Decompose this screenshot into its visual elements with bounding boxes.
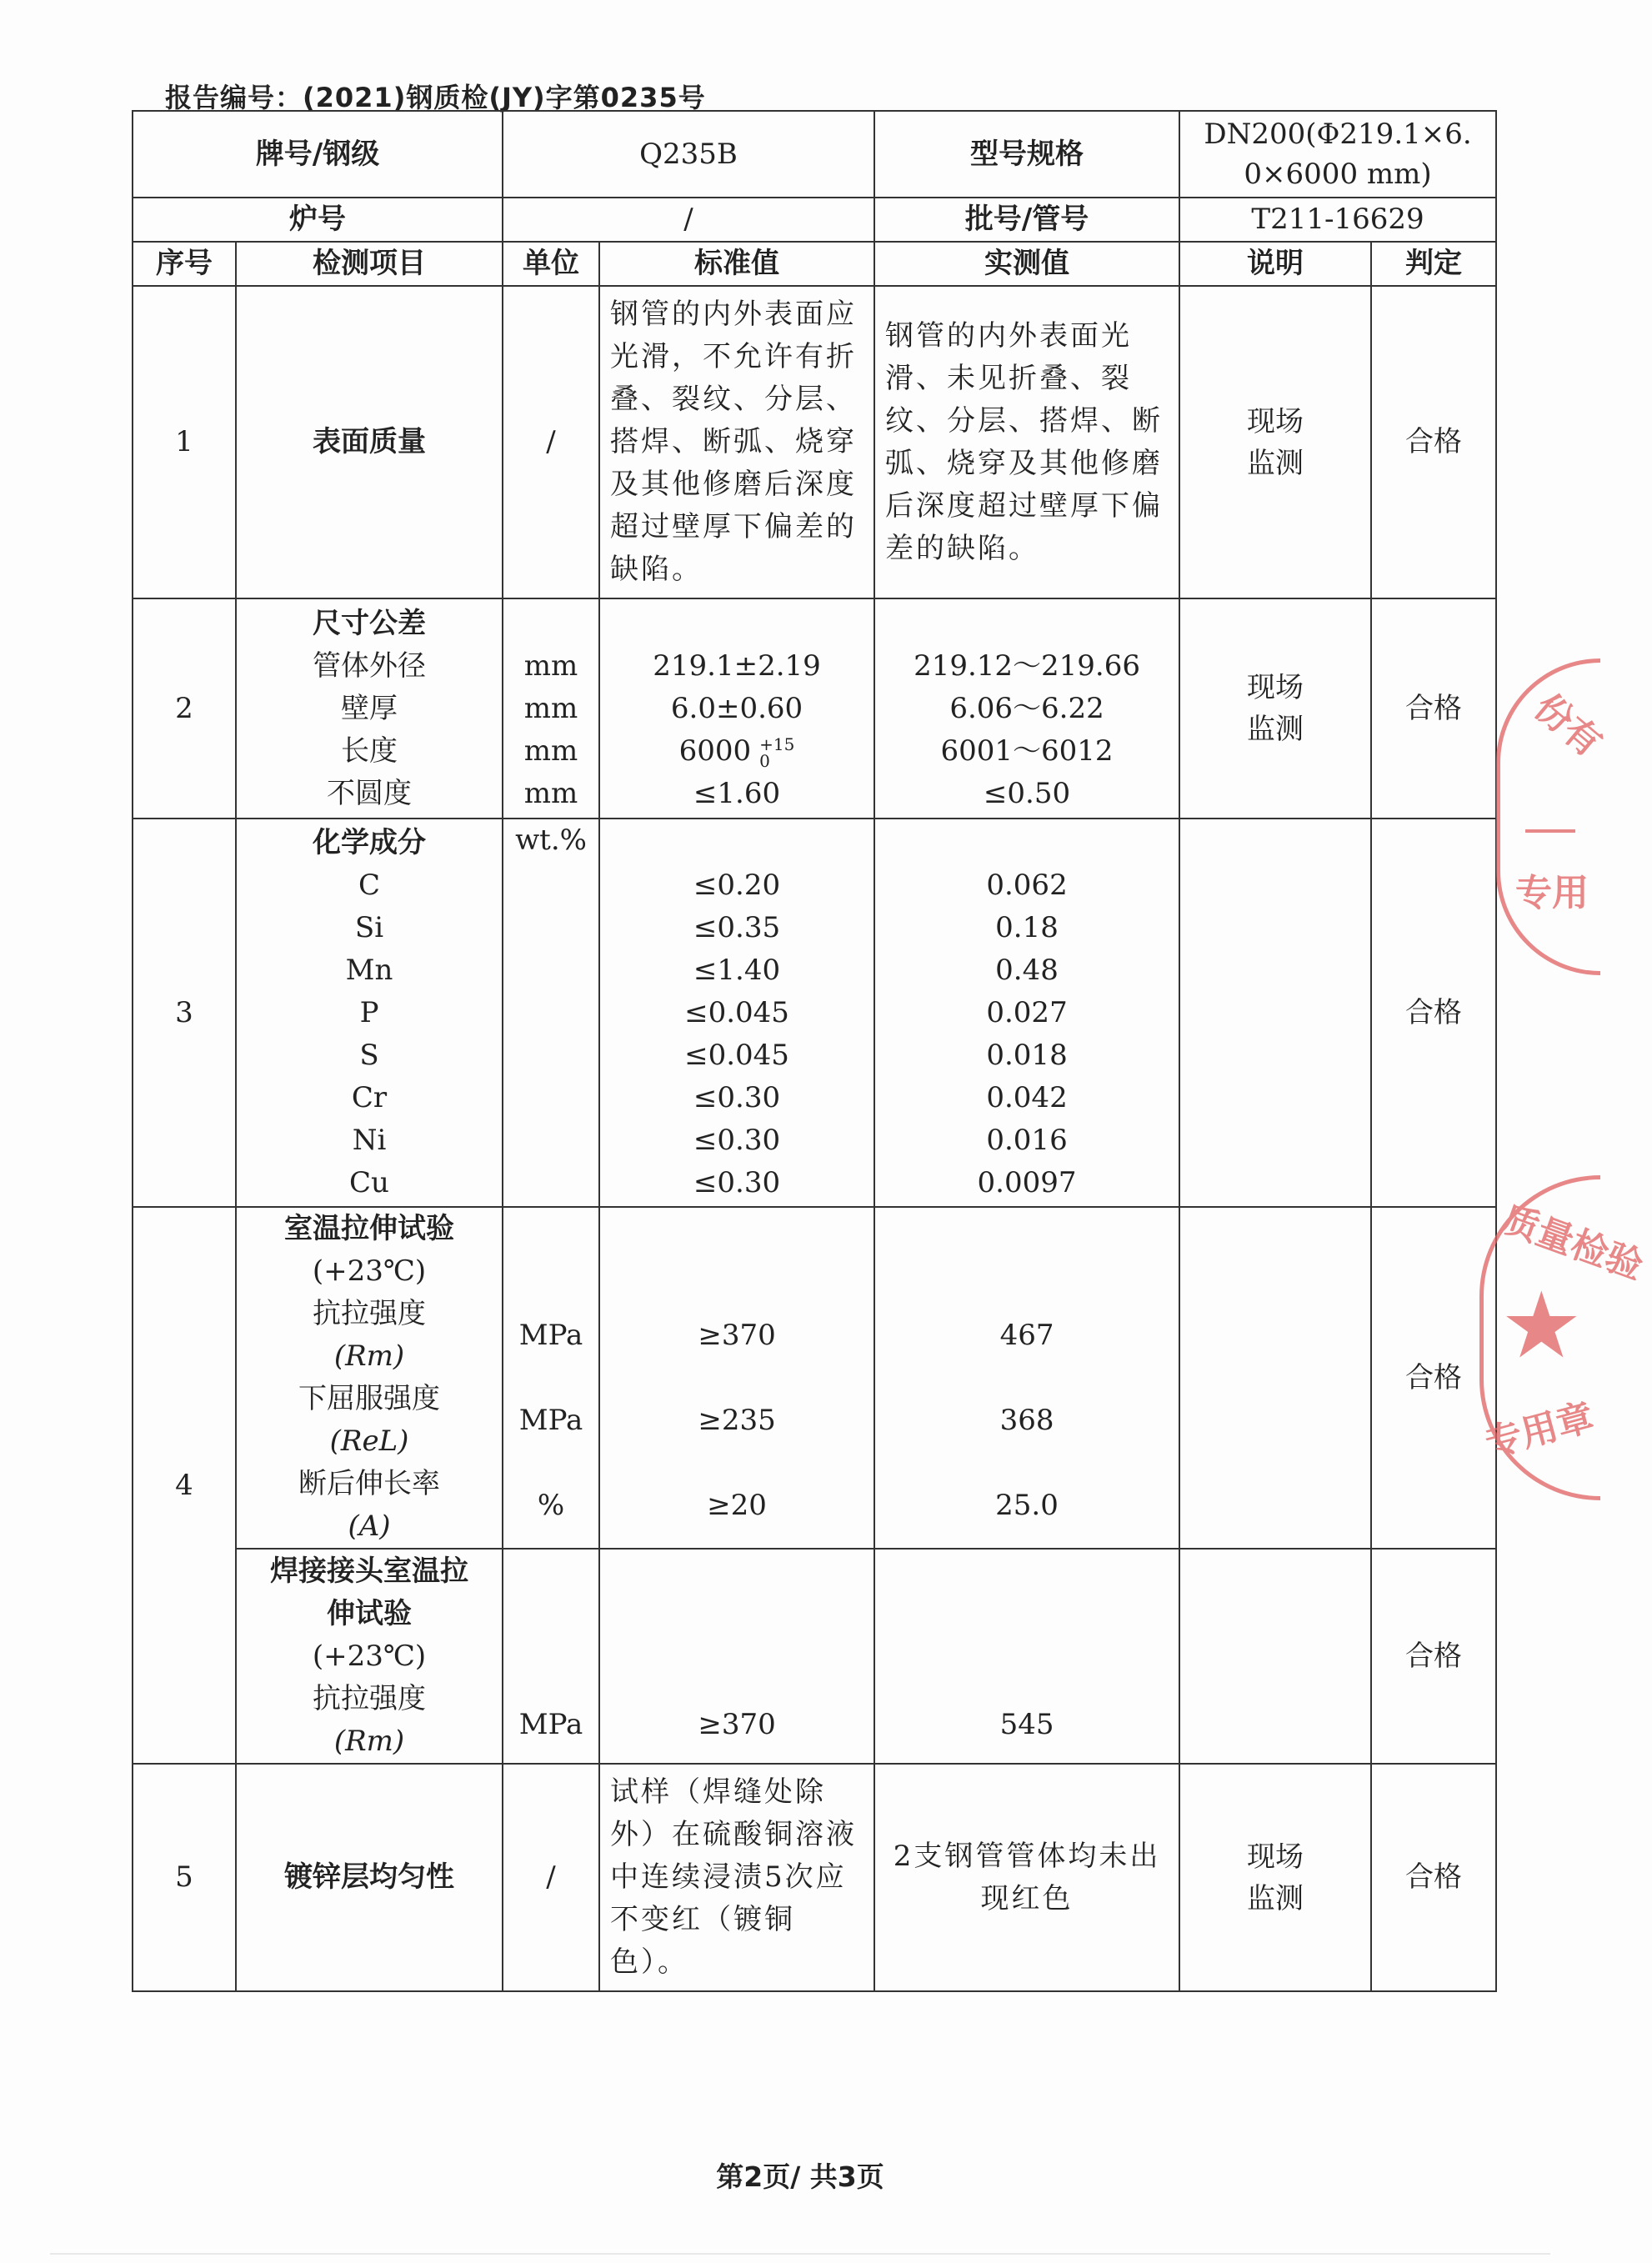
column-header-row [133, 242, 1496, 286]
result: 合格 [1371, 286, 1496, 598]
item-title: 焊接接头室温拉 [270, 1554, 468, 1588]
standard-value: ≤0.35 [693, 910, 781, 944]
seal-text: 专用章 [1480, 1395, 1599, 1466]
table-row [133, 598, 1496, 819]
note-text: 现场监测 [1247, 1840, 1304, 1915]
table-row [133, 1207, 1496, 1549]
measured-value: ≤0.50 [983, 776, 1071, 810]
seal-text: 质量检验 [1496, 1198, 1649, 1289]
measured-value: 0.018 [986, 1038, 1068, 1072]
standard-value: ≤0.30 [693, 1080, 781, 1114]
company-seal [1496, 658, 1610, 975]
measured-value: 0.0097 [977, 1165, 1077, 1199]
element: Mn [345, 953, 393, 987]
inspection-table [132, 110, 1497, 1992]
standard-value: ≤0.30 [693, 1165, 781, 1199]
note [1179, 1207, 1371, 1549]
measured-values [874, 1207, 1179, 1549]
units [503, 1207, 599, 1549]
units [503, 598, 599, 819]
note-text: 现场监测 [1247, 404, 1304, 480]
standard-value: ≥370 [698, 1319, 776, 1352]
item-symbol: (ReL) [329, 1424, 409, 1458]
result: 合格 [1371, 819, 1496, 1207]
item-title: 室温拉伸试验 [284, 1212, 454, 1245]
length-value: 6000 [678, 733, 752, 768]
item-sub: 长度 [341, 733, 398, 768]
row-no: 1 [133, 286, 236, 598]
tol-minus: 0 [759, 750, 770, 771]
spec-label: 型号规格 [874, 111, 1179, 198]
result: 合格 [1371, 1549, 1496, 1764]
standard-value: ≤0.20 [693, 868, 781, 902]
tensile-items [236, 1207, 503, 1549]
item-sub: 壁厚 [341, 691, 398, 725]
unit: % [537, 1489, 565, 1522]
standard-text: 试样（焊缝处除外）在硫酸铜溶液中连续浸渍5次应不变红（镀铜色）。 [599, 1764, 874, 1991]
measured-value: 0.042 [986, 1080, 1068, 1114]
item-symbol: (Rm) [333, 1339, 405, 1373]
report-number: 报告编号：(2021)钢质检(JY)字第0235号 [165, 82, 706, 113]
element: Si [354, 910, 384, 944]
unit: mm [523, 733, 578, 768]
spec-value-line2: 0×6000 mm) [1244, 158, 1432, 191]
measured-value: 368 [999, 1404, 1054, 1437]
standard-value: ≤0.045 [684, 1038, 789, 1072]
item-sub: 抗拉强度 [313, 1681, 426, 1715]
spec-value [1179, 111, 1496, 198]
standard-value: ≥235 [698, 1404, 776, 1437]
heat-row [133, 198, 1496, 242]
standard-length [605, 730, 869, 773]
grade-row [133, 111, 1496, 198]
measured-text: 2支钢管管体均未出现红色 [874, 1764, 1179, 1991]
row-no: 2 [133, 598, 236, 819]
measured-value: 545 [874, 1549, 1179, 1764]
standard-text: 钢管的内外表面应光滑，不允许有折叠、裂纹、分层、搭焊、断弧、烧穿及其他修磨后深度超过壁厚下偏差的缺陷。 [599, 286, 874, 598]
note [1179, 598, 1371, 819]
seal-text: 份有 [1526, 685, 1610, 766]
standard-value: ≤1.40 [693, 953, 781, 987]
star-icon: ★ [1500, 1272, 1583, 1379]
length-tolerance [759, 733, 795, 771]
item-sub: 不圆度 [327, 776, 412, 810]
table-row [133, 819, 1496, 1207]
item-sub: 抗拉强度 [313, 1297, 426, 1330]
note [1179, 1549, 1371, 1764]
measured-value: 0.016 [986, 1123, 1068, 1157]
table-row [133, 1764, 1496, 1991]
result: 合格 [1371, 1207, 1496, 1549]
item-sub: (+23℃) [312, 1639, 427, 1673]
item-symbol: (A) [348, 1510, 391, 1543]
standard-value: ≥20 [707, 1489, 767, 1522]
page-footer: 第2页/ 共3页 [716, 2160, 884, 2193]
item-title: 伸试验 [327, 1596, 412, 1630]
element: Cr [351, 1080, 388, 1114]
seal-text: 专用 [1515, 872, 1589, 914]
col-measured: 实测值 [874, 242, 1179, 286]
measured-value: 467 [999, 1319, 1054, 1352]
standards [599, 1207, 874, 1549]
measured-value: 0.18 [995, 910, 1059, 944]
col-no: 序号 [133, 242, 236, 286]
grade-label: 牌号/钢级 [133, 111, 503, 198]
standards [599, 598, 874, 819]
element: P [359, 995, 379, 1029]
heat-value: / [503, 198, 874, 242]
seal-line [1525, 829, 1575, 833]
standard-value: ≤0.30 [693, 1123, 781, 1157]
measured-value: 0.062 [986, 868, 1068, 902]
measured-value: 6001～6012 [940, 733, 1114, 768]
col-item: 检测项目 [236, 242, 503, 286]
item-title: 尺寸公差 [313, 606, 426, 640]
note [1179, 286, 1371, 598]
table-row [133, 286, 1496, 598]
item-sub: (+23℃) [312, 1254, 427, 1288]
unit: mm [523, 776, 578, 810]
standard-value: 6.0±0.60 [670, 691, 803, 725]
measured-value: 219.12～219.66 [914, 648, 1140, 683]
element: S [359, 1038, 379, 1072]
unit [503, 819, 599, 1207]
measured-values [874, 819, 1179, 1207]
col-unit: 单位 [503, 242, 599, 286]
unit: / [503, 1764, 599, 1991]
heat-label: 炉号 [133, 198, 503, 242]
col-standard: 标准值 [599, 242, 874, 286]
measured-value: 0.48 [995, 953, 1059, 987]
measured-value: 6.06～6.22 [949, 691, 1104, 725]
note [1179, 819, 1371, 1207]
measured-value: 25.0 [995, 1489, 1059, 1522]
unit-text: wt.% [515, 824, 587, 857]
unit: MPa [503, 1549, 599, 1764]
standard-value: ≥370 [599, 1549, 874, 1764]
col-result: 判定 [1371, 242, 1496, 286]
unit: MPa [518, 1319, 583, 1352]
unit: mm [523, 648, 578, 683]
unit: MPa [518, 1404, 583, 1437]
row-no: 5 [133, 1764, 236, 1991]
spec-value-line1: DN200(Φ219.1×6. [1204, 118, 1472, 151]
unit: mm [523, 691, 578, 725]
item-name: 表面质量 [236, 286, 503, 598]
item-name: 镀锌层均匀性 [236, 1764, 503, 1991]
batch-value: T211-16629 [1179, 198, 1496, 242]
standard-value: ≤0.045 [684, 995, 789, 1029]
item-title: 化学成分 [313, 825, 426, 859]
standards [599, 819, 874, 1207]
weld-tensile-items [236, 1549, 503, 1764]
item-symbol: (Rm) [333, 1724, 405, 1758]
item-sub: 管体外径 [313, 648, 426, 683]
quality-seal [1479, 1175, 1649, 1500]
chem-items [236, 819, 503, 1207]
dimension-items [236, 598, 503, 819]
tol-plus: +15 [759, 733, 795, 754]
row-no: 4 [133, 1207, 236, 1764]
element: Cu [349, 1165, 389, 1199]
unit: / [503, 286, 599, 598]
note-text: 现场监测 [1247, 671, 1304, 746]
item-sub: 下屈服强度 [298, 1382, 440, 1415]
element: Ni [352, 1123, 387, 1157]
note [1179, 1764, 1371, 1991]
measured-value: 0.027 [986, 995, 1068, 1029]
grade-value: Q235B [503, 111, 874, 198]
item-sub: 断后伸长率 [298, 1467, 440, 1500]
standard-value: 219.1±2.19 [653, 648, 821, 683]
result: 合格 [1371, 598, 1496, 819]
bottom-divider [50, 2253, 1550, 2255]
measured-values [874, 598, 1179, 819]
batch-label: 批号/管号 [874, 198, 1179, 242]
col-note: 说明 [1179, 242, 1371, 286]
element: C [358, 868, 381, 902]
standard-value: ≤1.60 [693, 776, 781, 810]
result: 合格 [1371, 1764, 1496, 1991]
table-row [133, 1549, 1496, 1764]
measured-text: 钢管的内外表面光滑、未见折叠、裂纹、分层、搭焊、断弧、烧穿及其他修磨后深度超过壁厚下偏差的缺陷。 [874, 286, 1179, 598]
row-no: 3 [133, 819, 236, 1207]
